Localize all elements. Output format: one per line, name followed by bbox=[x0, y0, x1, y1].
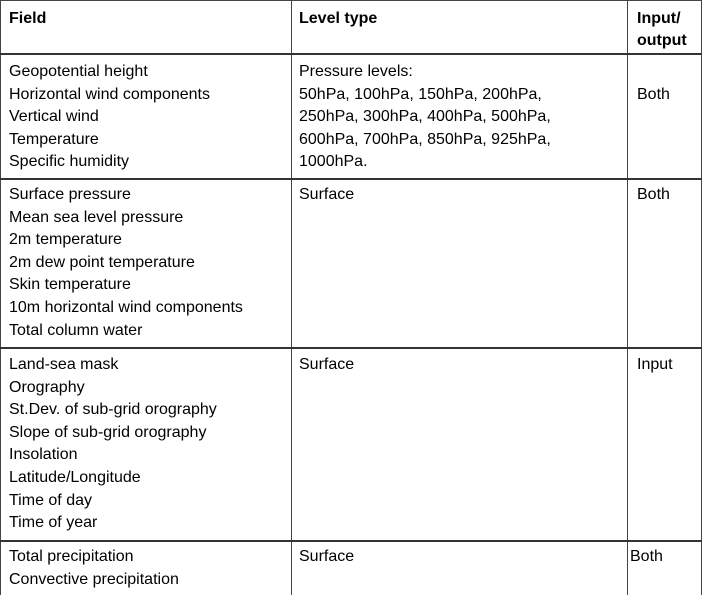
table-cell: Geopotential height bbox=[9, 63, 148, 80]
table-cell: Time of day bbox=[9, 491, 92, 509]
header-io-line2: output bbox=[637, 32, 687, 49]
table-border-top bbox=[0, 0, 702, 1]
row4-fields bbox=[9, 546, 179, 591]
table-cell: Skin temperature bbox=[9, 276, 131, 294]
table-cell: 2m temperature bbox=[9, 231, 122, 249]
row-divider-2 bbox=[0, 347, 702, 349]
row1-io: Both bbox=[637, 86, 670, 103]
table-cell: Mean sea level pressure bbox=[9, 208, 184, 226]
table-cell: Land-sea mask bbox=[9, 356, 119, 373]
table-cell: 250hPa, 300hPa, 400hPa, 500hPa, bbox=[299, 108, 551, 126]
table-cell: Specific humidity bbox=[9, 153, 130, 171]
row4-io: Both bbox=[630, 548, 663, 565]
table-cell: Orography bbox=[9, 378, 85, 396]
row-divider-3 bbox=[0, 540, 702, 542]
table-cell: Total column water bbox=[9, 321, 143, 339]
table-cell: Total precipitation bbox=[9, 548, 134, 565]
row3-fields bbox=[9, 354, 217, 535]
table-cell: Insolation bbox=[9, 446, 78, 464]
row1-fields bbox=[9, 61, 210, 174]
table-cell: Surface pressure bbox=[9, 186, 131, 203]
row3-io: Input bbox=[637, 356, 673, 373]
row1-level bbox=[299, 61, 551, 174]
table-cell: Slope of sub-grid orography bbox=[9, 423, 207, 441]
column-divider-1 bbox=[291, 0, 292, 595]
table-cell: Vertical wind bbox=[9, 108, 99, 126]
table-cell: Convective precipitation bbox=[9, 570, 179, 588]
table-cell: 10m horizontal wind components bbox=[9, 298, 243, 316]
column-divider-2 bbox=[627, 0, 628, 595]
table-cell: Horizontal wind components bbox=[9, 85, 210, 103]
row3-level: Surface bbox=[299, 356, 355, 373]
header-io-line1: Input/ bbox=[637, 10, 681, 27]
table-cell: 2m dew point temperature bbox=[9, 253, 195, 271]
table-cell: St.Dev. of sub-grid orography bbox=[9, 401, 217, 419]
table-cell: Time of year bbox=[9, 514, 98, 532]
table-cell: Latitude/Longitude bbox=[9, 468, 141, 486]
row2-level: Surface bbox=[299, 186, 355, 203]
table-cell: Pressure levels: bbox=[299, 63, 413, 80]
table-cell: 50hPa, 100hPa, 150hPa, 200hPa, bbox=[299, 85, 542, 103]
header-input-output bbox=[637, 8, 687, 52]
table-cell: Temperature bbox=[9, 130, 99, 148]
table-cell: 1000hPa. bbox=[299, 153, 368, 171]
header-level-type: Level type bbox=[299, 10, 378, 27]
row-divider-1 bbox=[0, 178, 702, 180]
header-divider bbox=[0, 53, 702, 55]
header-field: Field bbox=[9, 10, 47, 27]
row2-fields bbox=[9, 184, 243, 342]
row4-level: Surface bbox=[299, 548, 355, 565]
row2-io: Both bbox=[637, 186, 670, 203]
table-border-left bbox=[0, 0, 1, 595]
table-cell: 600hPa, 700hPa, 850hPa, 925hPa, bbox=[299, 130, 551, 148]
